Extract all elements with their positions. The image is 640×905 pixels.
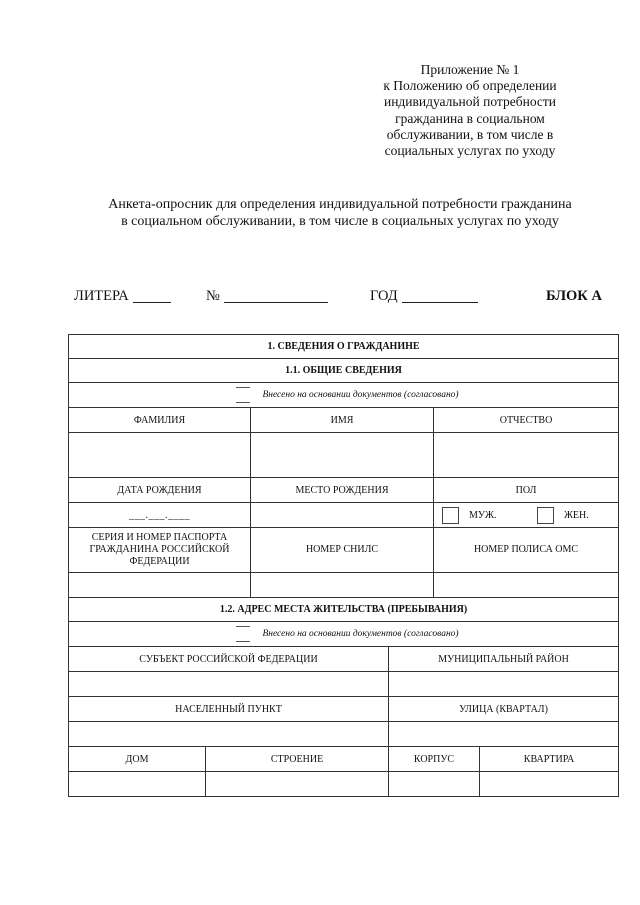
appendix-line: гражданина в социальном: [395, 110, 545, 126]
year-field[interactable]: [370, 288, 398, 305]
block-field[interactable]: [389, 772, 480, 797]
building-field[interactable]: [206, 772, 389, 797]
block-label: БЛОК А: [546, 288, 602, 304]
oms-header: НОМЕР ПОЛИСА ОМС: [434, 528, 619, 573]
house-header: ДОМ: [69, 747, 206, 772]
date-format: ___.___.____: [129, 509, 190, 521]
street-header: УЛИЦА (КВАРТАЛ): [389, 697, 619, 722]
settlement-header: НАСЕЛЕННЫЙ ПУНКТ: [69, 697, 389, 722]
number-field[interactable]: [206, 288, 220, 305]
female-label: ЖЕН.: [563, 509, 589, 521]
address-documents-note-row[interactable]: [69, 622, 619, 647]
section-1-2-title: 1.2. АДРЕС МЕСТА ЖИТЕЛЬСТВА (ПРЕБЫВАНИЯ): [69, 598, 619, 622]
birthplace-header: МЕСТО РОЖДЕНИЯ: [251, 478, 434, 503]
birthdate-header: ДАТА РОЖДЕНИЯ: [69, 478, 251, 503]
name-header: ИМЯ: [251, 408, 434, 433]
year-blank[interactable]: [402, 288, 478, 303]
document-title: [60, 196, 620, 230]
birthdate-field[interactable]: [69, 503, 251, 528]
patronymic-header: ОТЧЕСТВО: [434, 408, 619, 433]
appendix-line: Приложение № 1: [420, 62, 520, 77]
section-1-title: 1. СВЕДЕНИЯ О ГРАЖДАНИНЕ: [69, 335, 619, 359]
patronymic-field[interactable]: [434, 433, 619, 478]
number-blank[interactable]: [224, 288, 328, 303]
title-line-1: Анкета-опросник для определения индивидуальной потребности гражданина: [108, 197, 572, 212]
settlement-field[interactable]: [69, 722, 389, 747]
documents-note-row[interactable]: [69, 383, 619, 408]
documents-note: Внесено на основании документов (согласовано): [262, 390, 459, 400]
documents-checkbox[interactable]: [236, 387, 250, 403]
region-field[interactable]: [69, 672, 389, 697]
birthplace-field[interactable]: [251, 503, 434, 528]
female-checkbox[interactable]: [537, 507, 554, 524]
title-line-2: в социальном обслуживании, в том числе в социальных услугах по уходу: [121, 214, 559, 229]
appendix-line: индивидуальной потребности: [383, 94, 557, 110]
district-header: МУНИЦИПАЛЬНЫЙ РАЙОН: [389, 647, 619, 672]
address-documents-note: Внесено на основании документов (согласовано): [262, 629, 459, 639]
appendix-line: социальных услугах по уходу: [384, 143, 556, 159]
form-header-row: [0, 288, 640, 308]
apartment-field[interactable]: [480, 772, 619, 797]
section-1-1-title: 1.1. ОБЩИЕ СВЕДЕНИЯ: [69, 359, 619, 383]
appendix-line: к Положению об определении: [383, 78, 557, 94]
litera-field[interactable]: [74, 288, 129, 305]
address-documents-checkbox[interactable]: [236, 626, 250, 642]
sex-header: ПОЛ: [434, 478, 619, 503]
region-header: СУБЪЕКТ РОССИЙСКОЙ ФЕДЕРАЦИИ: [69, 647, 389, 672]
sex-field: [434, 503, 619, 528]
year-label: ГОД: [370, 288, 398, 304]
oms-field[interactable]: [434, 573, 619, 598]
block-header: КОРПУС: [389, 747, 480, 772]
house-field[interactable]: [69, 772, 206, 797]
building-header: СТРОЕНИЕ: [206, 747, 389, 772]
number-label: №: [206, 288, 220, 304]
litera-blank[interactable]: [133, 288, 171, 303]
name-field[interactable]: [251, 433, 434, 478]
apartment-header: КВАРТИРА: [480, 747, 619, 772]
surname-field[interactable]: [69, 433, 251, 478]
male-label: МУЖ.: [469, 509, 497, 521]
snils-field[interactable]: [251, 573, 434, 598]
citizen-info-table: [68, 334, 619, 797]
surname-header: ФАМИЛИЯ: [69, 408, 251, 433]
appendix-note: [370, 62, 570, 159]
male-checkbox[interactable]: [442, 507, 459, 524]
appendix-line: обслуживании, в том числе в: [386, 126, 554, 142]
street-field[interactable]: [389, 722, 619, 747]
district-field[interactable]: [389, 672, 619, 697]
passport-header: СЕРИЯ И НОМЕР ПАСПОРТА ГРАЖДАНИНА РОССИЙСКОЙ ФЕДЕРАЦИИ: [69, 528, 251, 573]
passport-field[interactable]: [69, 573, 251, 598]
snils-header: НОМЕР СНИЛС: [251, 528, 434, 573]
litera-label: ЛИТЕРА: [74, 288, 129, 304]
